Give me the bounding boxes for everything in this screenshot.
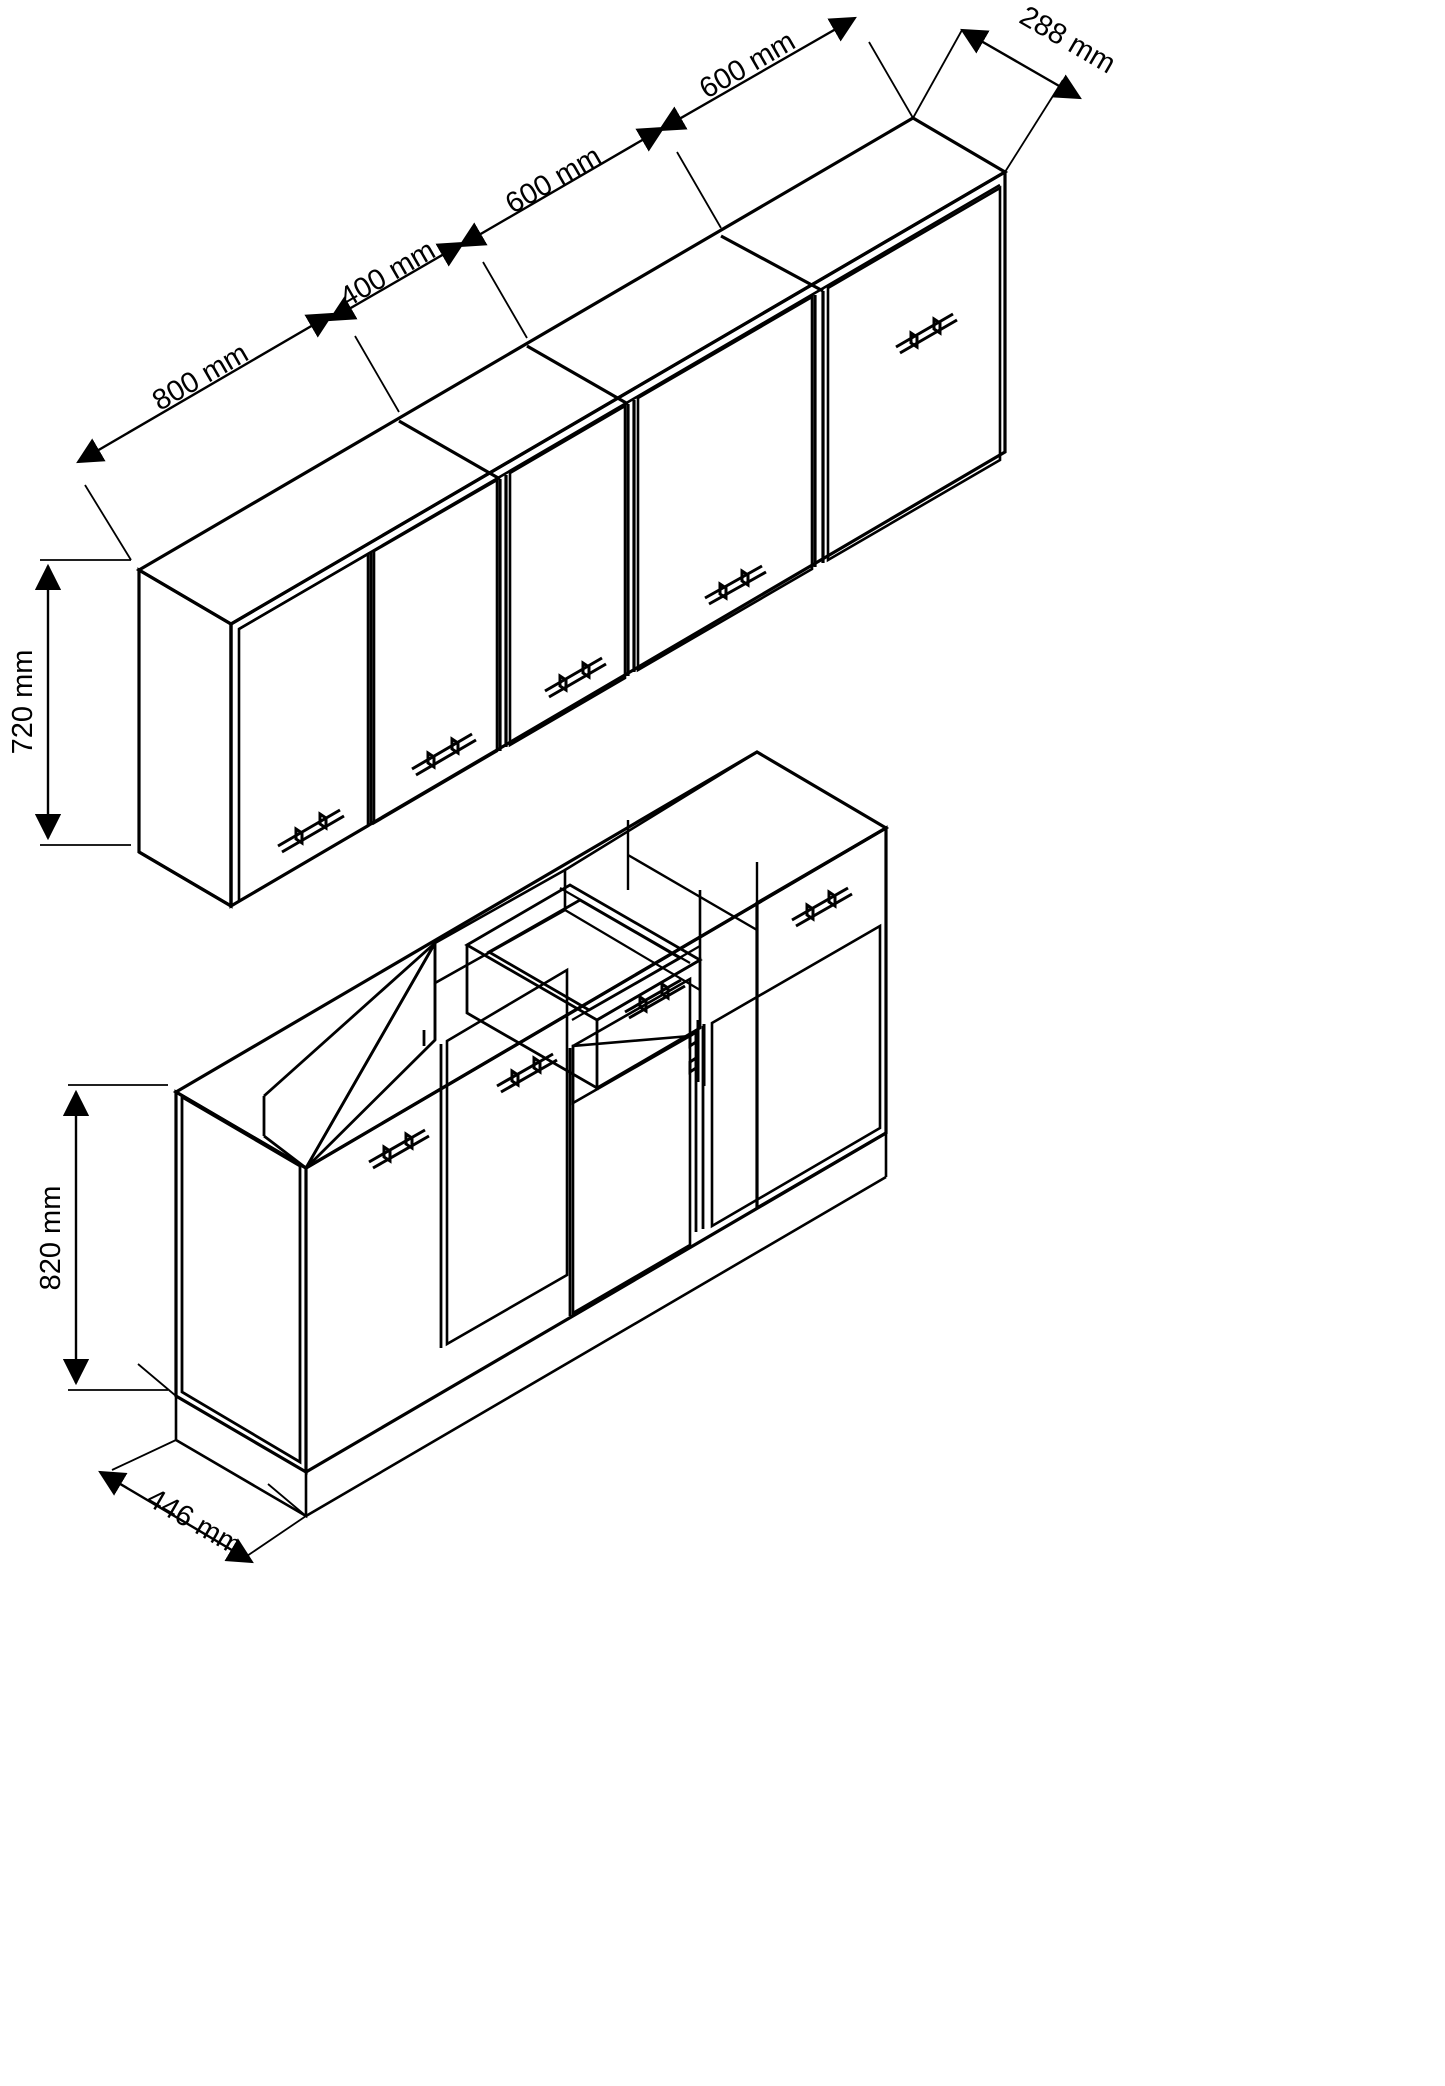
- wall-run-left-end-panel: [139, 570, 231, 906]
- wall-cabinet-800[interactable]: [231, 480, 497, 906]
- dim-label-600-a: 600 mm: [500, 140, 607, 221]
- handle-icon: [896, 314, 957, 353]
- base-run-right-side-panel: [757, 828, 886, 1208]
- wall-cabinet-400[interactable]: [510, 406, 625, 745]
- base-cabinet-open-left-door[interactable]: [182, 943, 435, 1462]
- dim-label-800: 800 mm: [147, 337, 254, 418]
- dim-label-446: 446 mm: [141, 1482, 248, 1563]
- upper-dimension-labels: [7, 0, 1121, 754]
- base-cabinet-run: [176, 752, 886, 1752]
- wall-run-top-rail: [231, 172, 1005, 629]
- dim-label-820: 820 mm: [35, 1185, 67, 1291]
- wall-run-bottom-edges: [139, 852, 231, 906]
- base-run-interior-partitions: [628, 820, 886, 930]
- wall-cabinet-handles[interactable]: [278, 314, 957, 852]
- lower-dimension-labels: [35, 1186, 248, 1563]
- base-cabinet-door-3[interactable]: [573, 979, 690, 1313]
- dim-label-600-b: 600 mm: [694, 25, 801, 106]
- handle-icon: [369, 1130, 429, 1168]
- wall-unit-divider-2: [527, 346, 634, 676]
- wall-cabinet-run: [139, 118, 1005, 906]
- base-run-worktop: [176, 752, 886, 1752]
- base-run-plinth: [176, 1133, 886, 1516]
- base-cabinet-door-4[interactable]: [712, 926, 880, 1226]
- dim-label-288: 288 mm: [1014, 0, 1121, 81]
- dim-label-720: 720 mm: [7, 649, 39, 755]
- dim-label-400: 400 mm: [334, 234, 441, 315]
- wall-cabinet-600-a[interactable]: [638, 297, 812, 670]
- lower-dimension-lines: [68, 1085, 306, 1562]
- handle-icon: [792, 888, 852, 926]
- wall-unit-divider-1: [399, 421, 506, 751]
